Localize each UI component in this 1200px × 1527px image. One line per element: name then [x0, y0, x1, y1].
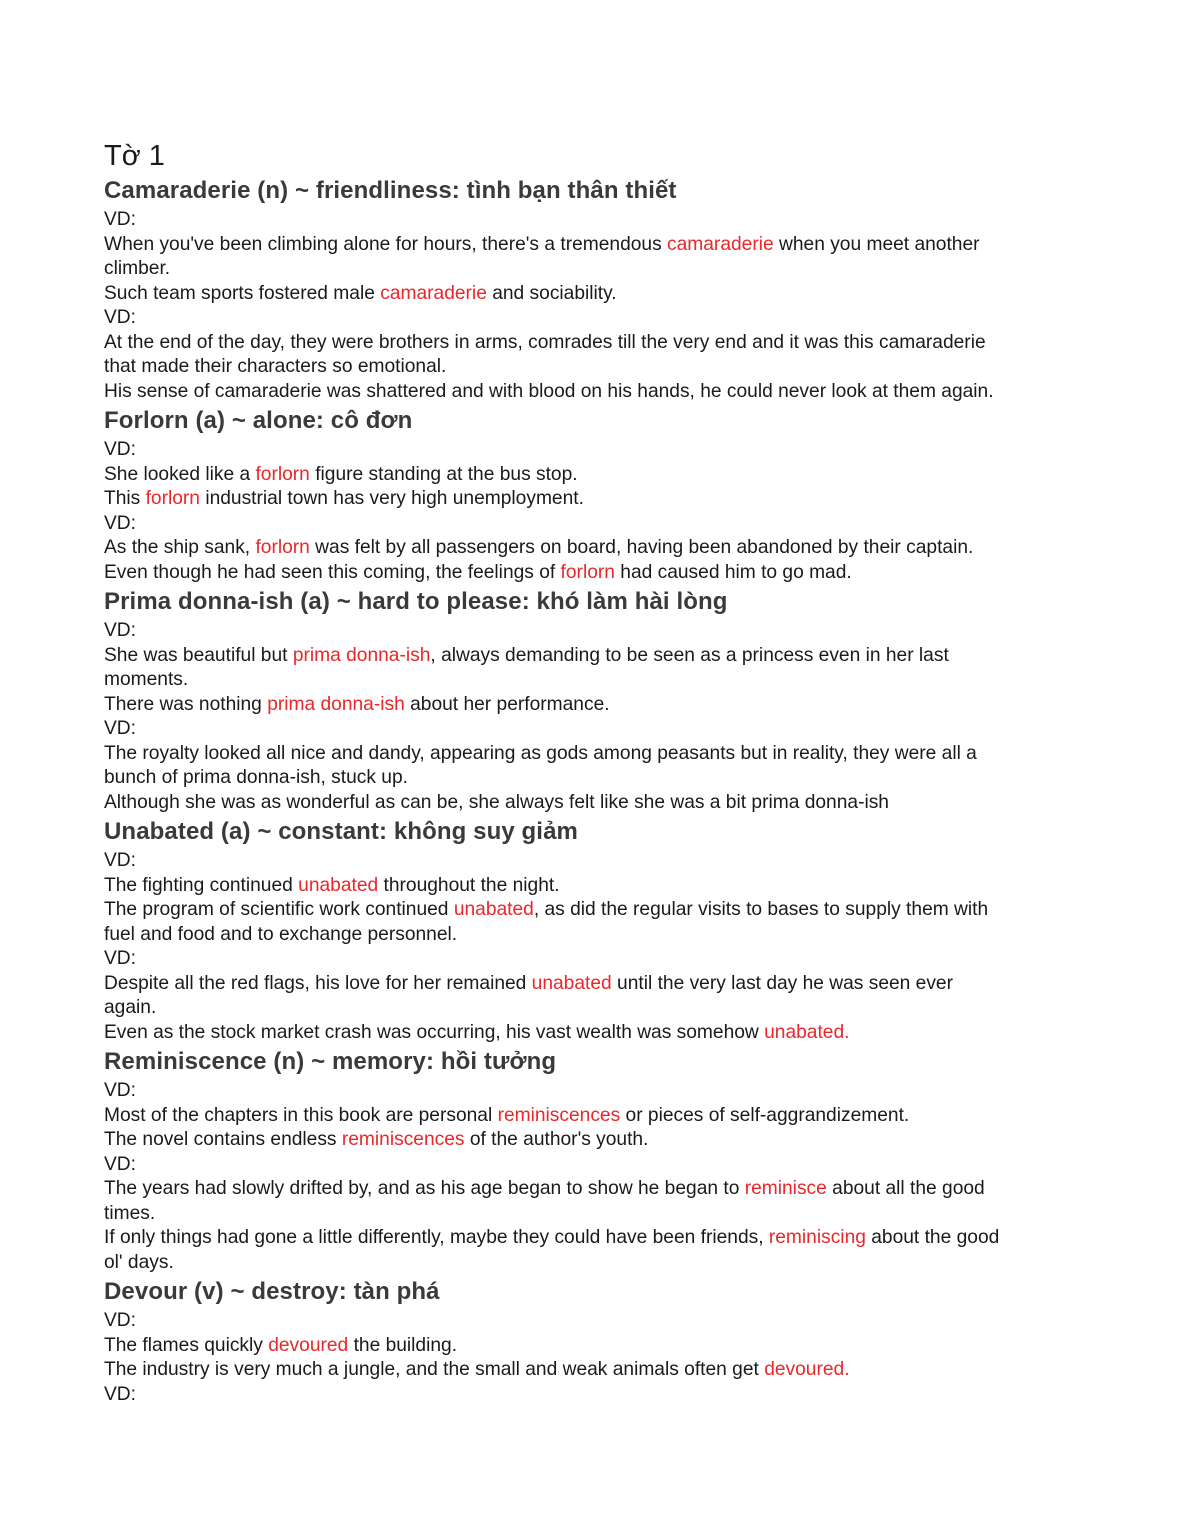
text-segment: the building.: [348, 1334, 458, 1356]
vocab-entry: [104, 1275, 1104, 1407]
example-line: [104, 1177, 1104, 1202]
example-line: [104, 898, 1104, 923]
highlighted-term: prima donna-ish: [267, 693, 405, 715]
text-segment: bunch of prima donna-ish, stuck up.: [104, 767, 408, 788]
text-segment: When you've been climbing alone for hours, there's a tremendous: [104, 233, 668, 255]
entry-heading: Prima donna-ish (a) ~ hard to please: khó làm hài lòng: [104, 588, 728, 615]
text-segment: moments.: [104, 669, 189, 690]
example-label: [104, 208, 1104, 233]
text-segment: VD:: [104, 439, 136, 460]
text-segment: She looked like a: [104, 463, 256, 485]
text-segment: The flames quickly: [104, 1334, 269, 1356]
text-segment: VD:: [104, 1153, 136, 1175]
text-segment: until the very last day he was seen ever: [611, 972, 953, 994]
highlighted-term: reminiscences: [497, 1104, 621, 1126]
example-line: [104, 1104, 1104, 1129]
example-line: [104, 1226, 1104, 1251]
text-segment: and sociability.: [486, 282, 617, 304]
highlighted-term: unabated: [453, 899, 534, 920]
entry-heading: Camaraderie (n) ~ friendliness: tình bạn thân thiết: [104, 177, 677, 204]
text-segment: about all the good: [826, 1178, 985, 1199]
text-segment: As the ship sank,: [104, 537, 256, 558]
text-segment: VD:: [104, 307, 136, 328]
example-line: [104, 1202, 1104, 1227]
text-segment: There was nothing: [104, 693, 268, 715]
example-line: [104, 1021, 1104, 1046]
text-segment: VD:: [104, 1310, 136, 1331]
example-line: [104, 1334, 1104, 1359]
document-body: [104, 138, 1104, 1407]
highlighted-term: unabated: [298, 874, 379, 896]
text-segment: At the end of the day, they were brothers in arms, comrades till the very end and it was this camaraderie: [104, 331, 986, 353]
highlighted-term: reminiscing: [768, 1227, 866, 1248]
text-segment: climber.: [104, 258, 171, 279]
text-segment: VD:: [104, 512, 136, 534]
highlighted-term: camaraderie: [667, 233, 774, 255]
example-label: [104, 512, 1104, 537]
text-segment: VD:: [104, 718, 136, 739]
text-segment: had caused him to go mad.: [614, 561, 852, 583]
text-segment: throughout the night.: [378, 874, 560, 896]
text-segment: The years had slowly drifted by, and as his age began to show he began to: [104, 1178, 745, 1199]
example-line: [104, 972, 1104, 997]
example-line: [104, 791, 1104, 816]
text-segment: Even as the stock market crash was occurring, his vast wealth was somehow: [104, 1021, 765, 1043]
example-label: [104, 947, 1104, 972]
vocab-entry: [104, 174, 1104, 404]
example-label: [104, 717, 1104, 742]
example-line: [104, 766, 1104, 791]
highlighted-term: prima donna-ish: [292, 644, 431, 666]
example-line: [104, 487, 1104, 512]
text-segment: VD:: [104, 948, 136, 969]
example-line: [104, 996, 1104, 1021]
text-segment: Despite all the red flags, his love for her remained: [104, 972, 532, 994]
highlighted-term: unabated: [531, 972, 612, 994]
text-segment: The program of scientific work continued: [104, 899, 454, 920]
vocabulary-entries: [104, 174, 1104, 1407]
text-segment: about her performance.: [404, 693, 610, 715]
text-segment: VD:: [104, 1080, 136, 1101]
text-segment: when you meet another: [773, 233, 980, 255]
vocab-entry: [104, 585, 1104, 815]
text-segment: The fighting continued: [104, 874, 299, 896]
highlighted-term: forlorn: [145, 488, 200, 509]
text-segment: or pieces of self-aggrandizement.: [620, 1104, 910, 1126]
example-line: [104, 561, 1104, 586]
entry-heading: Forlorn (a) ~ alone: cô đơn: [104, 407, 413, 434]
text-segment: His sense of camaraderie was shattered and with blood on his hands, he could never look at them again.: [104, 380, 994, 402]
text-segment: The novel contains endless: [104, 1129, 342, 1150]
vocab-entry: [104, 1045, 1104, 1275]
text-segment: about the good: [865, 1227, 1000, 1248]
highlighted-term: forlorn: [255, 463, 310, 485]
text-segment: fuel and food and to exchange personnel.: [104, 923, 458, 945]
example-line: [104, 923, 1104, 948]
text-segment: that made their characters so emotional.: [104, 356, 447, 377]
example-label: [104, 1079, 1104, 1104]
example-label: [104, 1309, 1104, 1334]
text-segment: figure standing at the bus stop.: [309, 463, 578, 485]
example-label: [104, 849, 1104, 874]
example-line: [104, 257, 1104, 282]
example-line: [104, 536, 1104, 561]
highlighted-term: reminiscences: [341, 1129, 465, 1150]
example-line: [104, 1128, 1104, 1153]
example-line: [104, 742, 1104, 767]
text-segment: VD:: [104, 850, 136, 871]
example-line: [104, 874, 1104, 899]
text-segment: industrial town has very high unemployment.: [199, 488, 584, 509]
text-segment: If only things had gone a little differently, maybe they could have been friends,: [104, 1227, 769, 1248]
example-label: [104, 438, 1104, 463]
page-title: Tờ 1: [104, 140, 165, 172]
text-segment: Although she was as wonderful as can be, she always felt like she was a bit prima donna-ish: [104, 791, 889, 813]
highlighted-term: unabated.: [764, 1021, 850, 1043]
text-segment: Such team sports fostered male: [104, 282, 381, 304]
example-label: [104, 1153, 1104, 1178]
example-label: [104, 1383, 1104, 1408]
example-line: [104, 693, 1104, 718]
text-segment: ol' days.: [104, 1251, 174, 1273]
example-label: [104, 306, 1104, 331]
text-segment: The industry is very much a jungle, and the small and weak animals often get: [104, 1359, 765, 1380]
example-line: [104, 282, 1104, 307]
highlighted-term: devoured: [268, 1334, 349, 1356]
text-segment: , as did the regular visits to bases to supply them with: [533, 899, 989, 920]
text-segment: This: [104, 488, 146, 509]
example-line: [104, 1251, 1104, 1276]
example-line: [104, 668, 1104, 693]
entry-heading: Devour (v) ~ destroy: tàn phá: [104, 1278, 440, 1305]
text-segment: of the author's youth.: [464, 1129, 649, 1150]
text-segment: was felt by all passengers on board, having been abandoned by their captain.: [309, 537, 974, 558]
text-segment: , always demanding to be seen as a princess even in her last: [430, 644, 949, 666]
text-segment: VD:: [104, 1383, 136, 1405]
example-label: [104, 619, 1104, 644]
text-segment: Even though he had seen this coming, the feelings of: [104, 561, 561, 583]
example-line: [104, 331, 1104, 356]
text-segment: VD:: [104, 209, 136, 230]
vocab-entry: [104, 404, 1104, 585]
text-segment: times.: [104, 1202, 156, 1224]
text-segment: The royalty looked all nice and dandy, appearing as gods among peasants but in reality, they were all a: [104, 742, 977, 764]
highlighted-term: forlorn: [255, 537, 310, 558]
example-line: [104, 644, 1104, 669]
highlighted-term: devoured.: [764, 1359, 850, 1380]
entry-heading: Unabated (a) ~ constant: không suy giảm: [104, 818, 578, 845]
example-line: [104, 463, 1104, 488]
text-segment: VD:: [104, 620, 136, 641]
example-line: [104, 1358, 1104, 1383]
highlighted-term: camaraderie: [380, 282, 487, 304]
vocab-entry: [104, 815, 1104, 1045]
text-segment: She was beautiful but: [104, 644, 293, 666]
example-line: [104, 233, 1104, 258]
text-segment: again.: [104, 997, 157, 1018]
text-segment: Most of the chapters in this book are personal: [104, 1104, 498, 1126]
entry-heading: Reminiscence (n) ~ memory: hồi tưởng: [104, 1048, 557, 1075]
highlighted-term: reminisce: [744, 1178, 827, 1199]
example-line: [104, 380, 1104, 405]
highlighted-term: forlorn: [560, 561, 615, 583]
example-line: [104, 355, 1104, 380]
